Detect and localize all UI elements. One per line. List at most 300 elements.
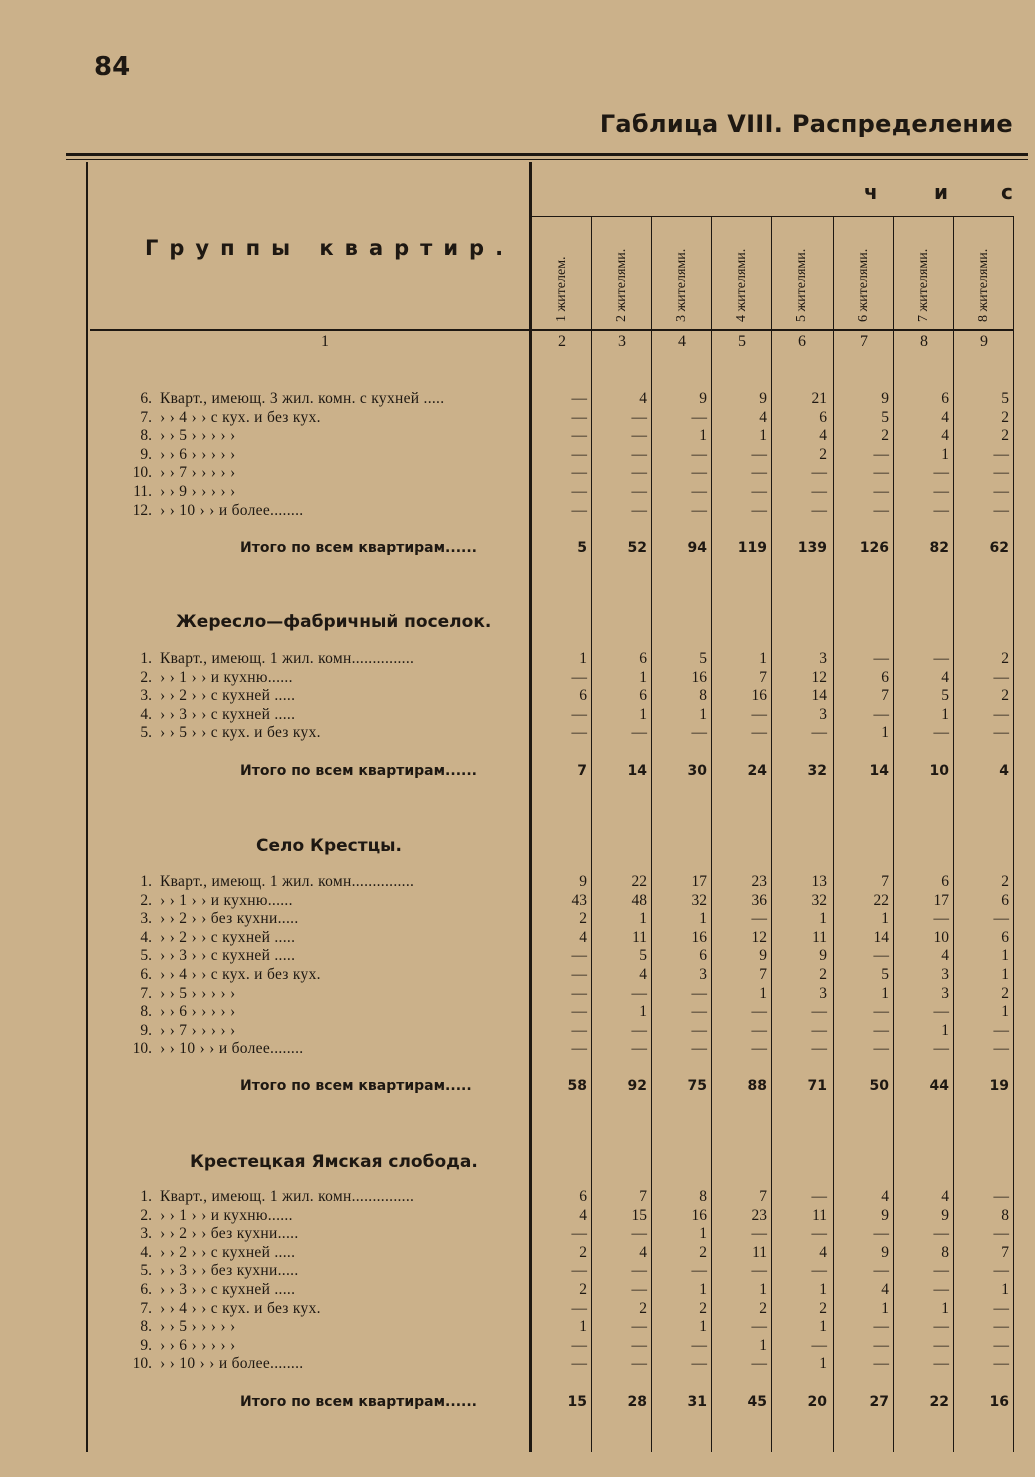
- table-cell: 6: [639, 650, 647, 667]
- table-cell: 32: [811, 891, 827, 909]
- table-cell: —: [993, 1225, 1009, 1243]
- row-label: › › 9 › › › › ›: [160, 483, 236, 500]
- top-rule-thick: [66, 153, 1028, 156]
- row-label: › › 1 › › и кухню......: [160, 891, 293, 909]
- table-row: [0, 1039, 1035, 1058]
- table-cell: —: [691, 1003, 707, 1021]
- table-cell: 1: [1001, 1003, 1009, 1021]
- row-number: 6.: [140, 390, 152, 407]
- table-cell: —: [751, 483, 767, 500]
- column-header-label: 2 жителями.: [614, 248, 629, 322]
- table-row: [0, 1206, 1035, 1225]
- table-cell: —: [933, 1318, 949, 1336]
- table-cell: —: [631, 427, 647, 445]
- table-cell: 2: [1001, 650, 1009, 667]
- table-cell: —: [571, 501, 587, 519]
- table-cell: 2: [819, 445, 827, 463]
- total-cell: 14: [869, 763, 889, 779]
- table-cell: 4: [941, 427, 949, 445]
- table-cell: —: [631, 1021, 647, 1039]
- table-cell: —: [631, 1262, 647, 1280]
- row-label: › › 2 › › с кухней .....: [160, 687, 296, 705]
- table-cell: —: [751, 1318, 767, 1336]
- total-cell: 94: [687, 540, 707, 556]
- table-cell: 6: [1001, 891, 1009, 909]
- table-cell: —: [933, 1003, 949, 1021]
- table-row: [0, 1354, 1035, 1373]
- table-cell: 2: [1001, 984, 1009, 1002]
- table-row: [0, 891, 1035, 910]
- table-cell: —: [751, 1021, 767, 1039]
- table-cell: 8: [699, 1188, 707, 1205]
- table-cell: 6: [881, 668, 889, 686]
- total-label: Итого по всем квартирам.....: [240, 1078, 472, 1094]
- table-row: [0, 1336, 1035, 1355]
- row-label: › › 5 › › с кух. и без кух.: [160, 724, 321, 742]
- table-cell: —: [691, 408, 707, 426]
- table-cell: 2: [1001, 408, 1009, 426]
- table-cell: 22: [631, 873, 647, 890]
- table-cell: —: [571, 1040, 587, 1058]
- table-cell: 6: [819, 408, 827, 426]
- row-number: 1.: [140, 1188, 152, 1205]
- table-cell: —: [811, 483, 827, 500]
- table-row: [0, 463, 1035, 482]
- table-cell: 2: [579, 1281, 587, 1298]
- row-label: › › 5 › › › › ›: [160, 427, 236, 445]
- table-cell: 14: [873, 928, 889, 946]
- table-cell: 2: [699, 1243, 707, 1261]
- column-header-label: 3 жителями.: [674, 248, 689, 322]
- table-cell: —: [873, 1225, 889, 1243]
- table-cell: 7: [881, 687, 889, 705]
- table-cell: —: [631, 408, 647, 426]
- table-cell: 9: [881, 1206, 889, 1224]
- table-cell: 14: [811, 687, 827, 705]
- table-cell: 7: [759, 1188, 767, 1205]
- page-number: 84: [94, 52, 131, 82]
- table-cell: —: [691, 724, 707, 742]
- row-number: 5.: [140, 724, 152, 742]
- table-cell: 23: [751, 873, 767, 890]
- table-cell: 9: [579, 873, 587, 890]
- row-number: 4.: [140, 1243, 152, 1261]
- table-cell: 1: [881, 1299, 889, 1317]
- table-row: [0, 984, 1035, 1003]
- total-cell: 62: [989, 540, 1009, 556]
- table-cell: 5: [639, 947, 647, 965]
- table-cell: 6: [639, 687, 647, 705]
- table-row: [0, 1021, 1035, 1040]
- table-cell: —: [571, 966, 587, 983]
- total-cell: 31: [687, 1394, 707, 1410]
- table-cell: —: [873, 1355, 889, 1373]
- row-label: › › 10 › › и более........: [160, 1355, 304, 1373]
- section-heading: Жересло—фабричный поселок.: [176, 612, 492, 632]
- table-cell: 1: [759, 650, 767, 667]
- row-number: 9.: [140, 445, 152, 463]
- table-cell: —: [631, 724, 647, 742]
- table-cell: 9: [819, 947, 827, 965]
- table-cell: 1: [699, 427, 707, 445]
- row-number: 7.: [140, 1299, 152, 1317]
- table-cell: —: [571, 668, 587, 686]
- table-row: [0, 1002, 1035, 1021]
- table-cell: —: [873, 650, 889, 667]
- column-header: [954, 214, 1014, 329]
- table-cell: 6: [941, 873, 949, 890]
- column-number: 5: [738, 333, 746, 350]
- table-title: Габлица VIII. Распределение: [599, 110, 1013, 138]
- table-cell: 9: [881, 1243, 889, 1261]
- table-cell: 4: [881, 1188, 889, 1205]
- table-cell: 16: [691, 1206, 707, 1224]
- row-label: › › 2 › › с кухней .....: [160, 1243, 296, 1261]
- total-row: [0, 1075, 1035, 1097]
- table-row: [0, 1187, 1035, 1206]
- column-header: [772, 214, 832, 329]
- row-number: 6.: [140, 966, 152, 983]
- table-cell: —: [751, 705, 767, 723]
- row-label: › › 1 › › и кухню......: [160, 1206, 293, 1224]
- table-cell: 1: [881, 724, 889, 742]
- row-number: 7.: [140, 408, 152, 426]
- table-row: [0, 686, 1035, 705]
- chis-letter: ч: [864, 180, 878, 204]
- table-cell: —: [691, 984, 707, 1002]
- table-cell: —: [933, 464, 949, 482]
- table-cell: —: [993, 1040, 1009, 1058]
- table-cell: —: [933, 1040, 949, 1058]
- table-cell: 32: [691, 891, 707, 909]
- table-cell: 3: [819, 650, 827, 667]
- total-cell: 7: [577, 763, 587, 779]
- table-cell: —: [993, 1336, 1009, 1354]
- row-number: 10.: [132, 1355, 152, 1373]
- table-cell: 1: [819, 1355, 827, 1373]
- table-cell: 9: [941, 1206, 949, 1224]
- table-cell: —: [993, 910, 1009, 928]
- table-cell: 1: [819, 910, 827, 928]
- table-cell: 2: [579, 1243, 587, 1261]
- total-label: Итого по всем квартирам......: [240, 1394, 477, 1410]
- row-label: › › 6 › › › › ›: [160, 1003, 236, 1021]
- top-rule-thin: [66, 159, 1028, 160]
- column-header: [834, 214, 894, 329]
- table-cell: —: [933, 910, 949, 928]
- row-label: › › 3 › › с кухней .....: [160, 947, 296, 965]
- table-cell: —: [811, 1188, 827, 1205]
- table-cell: 3: [819, 984, 827, 1002]
- table-row: [0, 1243, 1035, 1262]
- table-cell: 4: [881, 1281, 889, 1298]
- table-cell: 3: [699, 966, 707, 983]
- table-cell: 2: [819, 1299, 827, 1317]
- table-cell: —: [993, 464, 1009, 482]
- table-cell: 6: [579, 1188, 587, 1205]
- row-number: 3.: [140, 687, 152, 705]
- row-number: 1.: [140, 650, 152, 667]
- table-row: [0, 482, 1035, 501]
- table-cell: 3: [941, 984, 949, 1002]
- table-cell: —: [873, 445, 889, 463]
- table-cell: —: [811, 1021, 827, 1039]
- table-cell: 1: [941, 1021, 949, 1039]
- table-cell: 6: [699, 947, 707, 965]
- total-cell: 75: [687, 1078, 707, 1094]
- row-number: 10.: [132, 1040, 152, 1058]
- table-cell: —: [691, 464, 707, 482]
- column-header: [592, 214, 652, 329]
- table-cell: 2: [639, 1299, 647, 1317]
- column-header: [712, 214, 772, 329]
- table-cell: —: [571, 427, 587, 445]
- table-cell: 1: [1001, 1281, 1009, 1298]
- table-cell: —: [873, 947, 889, 965]
- table-cell: —: [571, 1355, 587, 1373]
- row-label: › › 3 › › с кухней .....: [160, 1281, 296, 1298]
- table-cell: —: [751, 445, 767, 463]
- column-header: [652, 214, 712, 329]
- table-row: [0, 649, 1035, 668]
- table-cell: —: [631, 1318, 647, 1336]
- row-number: 2.: [140, 891, 152, 909]
- table-cell: —: [993, 445, 1009, 463]
- table-cell: —: [811, 724, 827, 742]
- table-cell: —: [751, 1040, 767, 1058]
- section-heading: Село Крестцы.: [256, 836, 403, 856]
- table-cell: —: [631, 483, 647, 500]
- table-cell: —: [873, 1003, 889, 1021]
- table-cell: 2: [579, 910, 587, 928]
- row-label: Кварт., имеющ. 3 жил. комн. с кухней .....: [160, 390, 445, 407]
- column-header: [894, 214, 954, 329]
- total-cell: 20: [807, 1394, 827, 1410]
- table-cell: 11: [812, 928, 827, 946]
- table-cell: —: [751, 464, 767, 482]
- table-cell: 2: [819, 966, 827, 983]
- chis-letter: с: [1001, 180, 1013, 204]
- table-row: [0, 705, 1035, 724]
- total-cell: 5: [577, 540, 587, 556]
- table-cell: —: [993, 1318, 1009, 1336]
- table-cell: 21: [811, 390, 827, 407]
- table-cell: —: [631, 501, 647, 519]
- table-cell: —: [933, 1262, 949, 1280]
- table-cell: —: [993, 1262, 1009, 1280]
- table-row: [0, 1280, 1035, 1299]
- table-cell: 2: [1001, 427, 1009, 445]
- table-row: [0, 723, 1035, 742]
- column-header: [532, 214, 592, 329]
- table-cell: 2: [1001, 873, 1009, 890]
- table-cell: 3: [941, 966, 949, 983]
- table-row: [0, 1261, 1035, 1280]
- table-cell: —: [873, 1336, 889, 1354]
- table-cell: 6: [579, 687, 587, 705]
- table-row: [0, 965, 1035, 984]
- table-cell: —: [751, 1262, 767, 1280]
- table-cell: —: [631, 1281, 647, 1298]
- row-label: › › 3 › › без кухни.....: [160, 1262, 299, 1280]
- table-cell: —: [751, 1225, 767, 1243]
- table-cell: 1: [579, 1318, 587, 1336]
- table-row: [0, 408, 1035, 427]
- row-label: › › 7 › › › › ›: [160, 464, 236, 482]
- table-cell: —: [993, 1188, 1009, 1205]
- column-number: 6: [798, 333, 806, 350]
- total-cell: 16: [989, 1394, 1009, 1410]
- header-bottom-rule: [90, 329, 1014, 331]
- table-cell: 2: [881, 427, 889, 445]
- table-cell: 5: [881, 966, 889, 983]
- table-cell: —: [571, 1336, 587, 1354]
- row-number: 4.: [140, 928, 152, 946]
- row-number: 2.: [140, 1206, 152, 1224]
- column-header-label: 5 жителями.: [794, 248, 809, 322]
- table-cell: —: [631, 1336, 647, 1354]
- table-cell: —: [691, 1355, 707, 1373]
- table-cell: —: [691, 1262, 707, 1280]
- table-cell: 5: [881, 408, 889, 426]
- row-number: 5.: [140, 947, 152, 965]
- table-cell: 1: [881, 910, 889, 928]
- table-cell: 1: [759, 427, 767, 445]
- total-cell: 119: [737, 540, 767, 556]
- groups-header: Группы квартир.: [145, 236, 515, 260]
- table-cell: —: [873, 1262, 889, 1280]
- table-row: [0, 928, 1035, 947]
- table-cell: —: [691, 1021, 707, 1039]
- table-cell: —: [571, 724, 587, 742]
- table-cell: 1: [639, 705, 647, 723]
- table-cell: —: [631, 1040, 647, 1058]
- table-row: [0, 1317, 1035, 1336]
- table-cell: 4: [819, 427, 827, 445]
- table-cell: 1: [699, 1225, 707, 1243]
- table-cell: 4: [941, 668, 949, 686]
- table-cell: 48: [631, 891, 647, 909]
- total-row: [0, 1391, 1035, 1413]
- total-cell: 58: [567, 1078, 587, 1094]
- table-cell: 15: [631, 1206, 647, 1224]
- table-cell: 23: [751, 1206, 767, 1224]
- table-cell: —: [571, 390, 587, 407]
- table-cell: 43: [571, 891, 587, 909]
- column-header-label: 6 жителями.: [856, 248, 871, 322]
- table-cell: 1: [819, 1318, 827, 1336]
- table-cell: 1: [699, 1318, 707, 1336]
- table-cell: 4: [639, 966, 647, 983]
- table-cell: —: [571, 445, 587, 463]
- table-cell: 1: [941, 705, 949, 723]
- row-number: 1.: [140, 873, 152, 890]
- total-label: Итого по всем квартирам......: [240, 540, 477, 556]
- row-number: 8.: [140, 427, 152, 445]
- table-cell: 7: [1001, 1243, 1009, 1261]
- table-cell: —: [933, 483, 949, 500]
- table-cell: 1: [639, 668, 647, 686]
- row-label: › › 6 › › › › ›: [160, 1336, 236, 1354]
- table-row: [0, 426, 1035, 445]
- total-row: [0, 760, 1035, 782]
- table-cell: —: [993, 724, 1009, 742]
- total-cell: 52: [627, 540, 647, 556]
- table-cell: 9: [759, 947, 767, 965]
- column-number: 9: [980, 333, 988, 350]
- row-number: 5.: [140, 1262, 152, 1280]
- table-cell: 7: [759, 668, 767, 686]
- table-row: [0, 668, 1035, 687]
- table-cell: —: [873, 464, 889, 482]
- total-cell: 30: [687, 763, 707, 779]
- table-row: [0, 389, 1035, 408]
- table-cell: 1: [579, 650, 587, 667]
- table-cell: —: [571, 1021, 587, 1039]
- table-row: [0, 872, 1035, 891]
- total-cell: 24: [747, 763, 767, 779]
- table-cell: 1: [1001, 947, 1009, 965]
- total-cell: 82: [929, 540, 949, 556]
- column-header-label: 4 жителями.: [734, 248, 749, 322]
- table-cell: —: [811, 1040, 827, 1058]
- table-cell: 1: [941, 445, 949, 463]
- table-cell: 6: [1001, 928, 1009, 946]
- column-number: 7: [860, 333, 868, 350]
- total-cell: 15: [567, 1394, 587, 1410]
- table-cell: 17: [933, 891, 949, 909]
- table-cell: 1: [699, 1281, 707, 1298]
- column-header-label: 8 жителями.: [976, 248, 991, 322]
- table-cell: —: [993, 705, 1009, 723]
- total-row: [0, 537, 1035, 559]
- total-cell: 28: [627, 1394, 647, 1410]
- table-cell: 4: [941, 408, 949, 426]
- total-cell: 92: [627, 1078, 647, 1094]
- table-cell: —: [691, 501, 707, 519]
- table-cell: 1: [639, 1003, 647, 1021]
- table-cell: —: [571, 705, 587, 723]
- table-cell: 36: [751, 891, 767, 909]
- total-cell: 44: [929, 1078, 949, 1094]
- table-cell: —: [631, 1355, 647, 1373]
- column-number: 4: [678, 333, 686, 350]
- section-heading: Крестецкая Ямская слобода.: [190, 1152, 478, 1172]
- table-cell: —: [811, 501, 827, 519]
- row-label: › › 4 › › с кух. и без кух.: [160, 966, 321, 983]
- table-row: [0, 909, 1035, 928]
- table-cell: —: [571, 984, 587, 1002]
- table-cell: —: [571, 947, 587, 965]
- total-cell: 32: [807, 763, 827, 779]
- column-number: 1: [321, 333, 329, 350]
- table-cell: 6: [941, 390, 949, 407]
- table-cell: —: [691, 1336, 707, 1354]
- row-number: 8.: [140, 1003, 152, 1021]
- row-label: › › 10 › › и более........: [160, 1040, 304, 1058]
- table-cell: —: [811, 1003, 827, 1021]
- table-cell: —: [571, 1262, 587, 1280]
- row-label: › › 4 › › с кух. и без кух.: [160, 1299, 321, 1317]
- row-label: › › 3 › › с кухней .....: [160, 705, 296, 723]
- table-row: [0, 1299, 1035, 1318]
- row-number: 7.: [140, 984, 152, 1002]
- table-cell: 4: [819, 1243, 827, 1261]
- row-number: 8.: [140, 1318, 152, 1336]
- total-cell: 4: [999, 763, 1009, 779]
- column-header-label: 7 жителями.: [916, 248, 931, 322]
- table-cell: —: [571, 408, 587, 426]
